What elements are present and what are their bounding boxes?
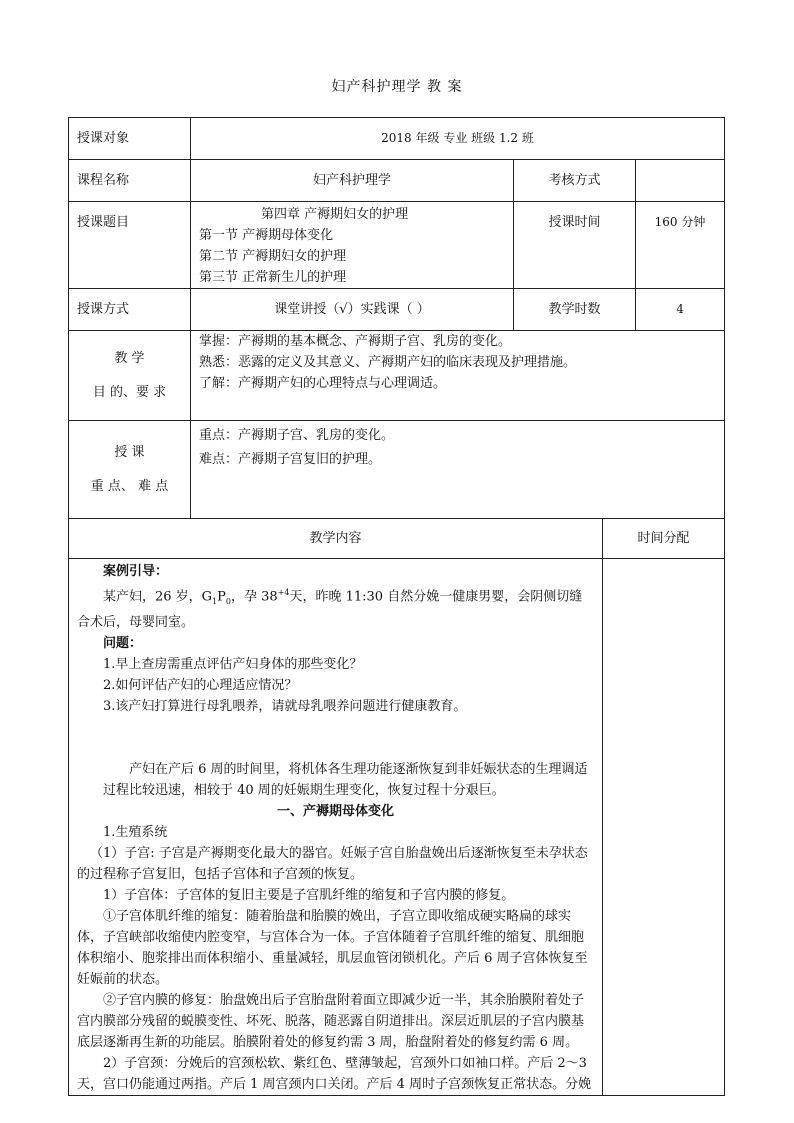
section-title: 一、产褥期母体变化: [276, 803, 394, 819]
row-target: [69, 118, 725, 160]
objective-understand: 了解：产褥期产妇的心理特点与心理调适。: [199, 376, 447, 391]
intro-paragraph: 产妇在产后 6 周的时间里，将机体各生理功能逐渐恢复到非妊娠状态的生理调适过程比较迅速，相较于 40 周的妊娠期生理变化，恢复过程十分艰巨。: [103, 761, 588, 798]
keypoints-label-line2: 重 点、 难 点: [90, 478, 169, 494]
row-content-body: [69, 559, 725, 1096]
teaching-content: [69, 559, 603, 1096]
keypoint-focus: 重点：产褥期子宫、乳房的变化。: [199, 428, 395, 443]
content-header: 教学内容: [69, 519, 603, 559]
paragraph-endometrium: ②子宫内膜的修复：胎盘娩出后子宫胎盘附着面立即减少近一半，其余胎膜附着处子宫内膜部分残留的蜕膜变性、坏死、脱落，随恶露自阴道排出。深层近肌层的子宫内膜基底层逐渐再生新的功能层。胎膜附着处的修复约需 3 周，胎盘附着处的修复约需 6 周。: [77, 992, 585, 1050]
exam-label: 考核方式: [514, 160, 636, 202]
keypoints-label: [69, 421, 191, 519]
exam-value: [636, 160, 725, 202]
course-value: 妇产科护理学: [191, 160, 514, 202]
time-value: 160 分钟: [636, 202, 725, 289]
row-method: [69, 289, 725, 331]
subsection-reproductive: 1.生殖系统: [103, 824, 168, 840]
paragraph-muscle-involution: ①子宫体肌纤维的缩复：随着胎盘和胎膜的娩出，子宫立即收缩成硬实略扁的球实体，子宫峡部收缩使内腔变窄，与宫体合为一体。子宫体随着子宫肌纤维的缩复、肌细胞体积缩小、胞浆排出而体积缩小、重量减轻，肌层血管闭锁机化。产后 6 周子宫体恢复至妊娠前的状态。: [77, 908, 588, 987]
keypoints-content: [191, 421, 725, 519]
target-label: 授课对象: [69, 118, 191, 160]
paragraph-uterine-body: 1）子宫体：子宫体的复旧主要是子宫肌纤维的缩复和子宫内膜的修复。: [103, 887, 515, 903]
question-1: 1.早上查房需重点评估产妇身体的那些变化？: [103, 656, 363, 672]
paragraph-cervix: 2）子宫颈：分娩后的宫颈松软、紫红色、壁薄皱起，宫颈外口如袖口样。产后 2～3 天，宫口仍能通过两指。产后 1 周宫颈内口关闭。产后 4 周时子宫颈恢复正常状态。分娩: [77, 1055, 592, 1092]
row-topic: [69, 202, 725, 289]
topic-lines: [191, 202, 514, 289]
case-title: 案例引导：: [103, 564, 169, 579]
row-keypoints: [69, 421, 725, 519]
question-title: 问题：: [103, 635, 143, 651]
course-label: 课程名称: [69, 160, 191, 202]
objective-familiar: 熟悉：恶露的定义及其意义、产褥期产妇的临床表现及护理措施。: [199, 355, 577, 370]
case-text: 某产妇，26 岁，$G_1P_0$，孕 $38^{+4}$天，昨晚 11:30 自然分娩一健康男婴，会阴侧切缝合术后，母婴同室。: [77, 588, 583, 630]
keypoints-label-line1: 授 课: [114, 444, 145, 460]
lesson-plan-table: [68, 117, 725, 1096]
objectives-label-line2: 目 的、要 求: [92, 384, 167, 400]
time-alloc-header: 时间分配: [603, 519, 725, 559]
target-value: 2018 年级 专业 班级 1.2 班: [191, 118, 725, 160]
method-label: 授课方式: [69, 289, 191, 331]
question-3: 3.该产妇打算进行母乳喂养，请就母乳喂养问题进行健康教育。: [103, 698, 467, 714]
keypoint-difficulty: 难点：产褥期子宫复旧的护理。: [199, 452, 382, 467]
row-content-header: [69, 519, 725, 559]
time-allocation-cell: [603, 559, 725, 1096]
row-course: [69, 160, 725, 202]
hours-label: 教学时数: [514, 289, 636, 331]
question-2: 2.如何评估产妇的心理适应情况？: [103, 677, 298, 693]
objectives-content: [191, 331, 725, 421]
topic-section-2: 第二节 产褥期妇女的护理: [199, 249, 347, 264]
topic-chapter: 第四章 产褥期妇女的护理: [261, 207, 409, 222]
topic-section-3: 第三节 正常新生儿的护理: [199, 270, 347, 285]
objective-master: 掌握：产褥期的基本概念、产褥期子宫、乳房的变化。: [199, 334, 512, 349]
method-value: 课堂讲授（√）实践课（ ）: [191, 289, 514, 331]
document-title: 妇产科护理学 教 案: [331, 79, 463, 95]
objectives-label-line1: 教 学: [114, 350, 145, 366]
objectives-label: [69, 331, 191, 421]
paragraph-uterus: （1）子宫: 子宫是产褥期变化最大的器官。妊娠子宫自胎盘娩出后逐渐恢复至未孕状态的过程称子宫复旧，包括子宫体和子宫颈的恢复。: [77, 845, 588, 882]
blank-gap: [77, 717, 594, 759]
topic-section-1: 第一节 产褥期母体变化: [199, 228, 334, 243]
row-objectives: [69, 331, 725, 421]
topic-label: 授课题目: [69, 202, 191, 289]
time-label: 授课时间: [514, 202, 636, 289]
hours-value: 4: [636, 289, 725, 331]
